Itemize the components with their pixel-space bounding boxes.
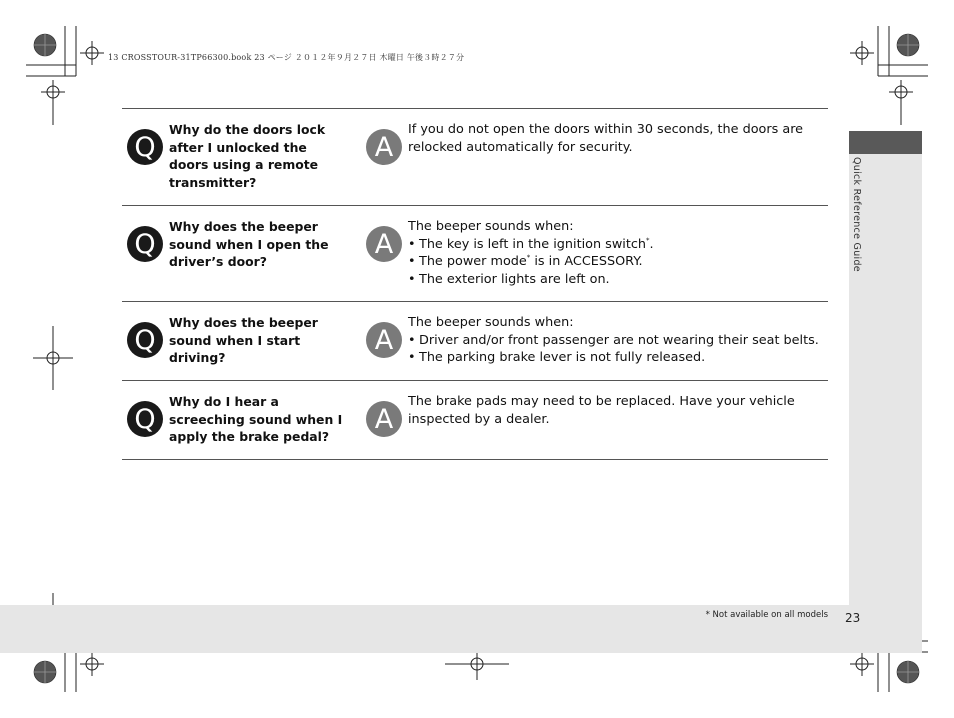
q-icon: Q <box>127 401 163 437</box>
answer-text <box>408 218 826 288</box>
question-text: Why does the beeper sound when I open the driver’s door? <box>169 219 329 269</box>
print-info-header: 13 CROSSTOUR-31TP66300.book 23 ページ ２０１２年９月２７日 木曜日 午後３時２７分 <box>108 53 465 62</box>
footnote: * Not available on all models <box>705 610 828 620</box>
answer-text <box>408 314 826 367</box>
bullet-item: • The parking brake lever is not fully released. <box>408 349 826 367</box>
answer-intro: If you do not open the doors within 30 seconds, the doors are relocked automatically for security. <box>408 122 804 155</box>
section-label: Quick Reference Guide <box>851 157 862 272</box>
qa-row <box>122 206 828 302</box>
answer-text <box>408 121 826 156</box>
bullet-item: • The power mode* is in ACCESSORY. <box>408 253 826 271</box>
qa-table <box>122 108 828 460</box>
bullet-item: • The key is left in the ignition switch*. <box>408 236 826 254</box>
bullet-item: • Driver and/or front passenger are not wearing their seat belts. <box>408 332 826 350</box>
a-icon: A <box>366 322 402 358</box>
question-text: Why do I hear a screeching sound when I apply the brake pedal? <box>169 394 343 444</box>
q-icon: Q <box>127 322 163 358</box>
section-tab <box>849 131 922 154</box>
q-icon: Q <box>127 226 163 262</box>
answer-text <box>408 393 826 428</box>
q-icon: Q <box>127 129 163 165</box>
answer-intro: The beeper sounds when: <box>408 315 574 330</box>
a-icon: A <box>366 401 402 437</box>
answer-bullets <box>408 332 826 367</box>
question-text: Why does the beeper sound when I start driving? <box>169 315 318 365</box>
qa-row <box>122 381 828 460</box>
a-icon: A <box>366 129 402 165</box>
answer-intro: The brake pads may need to be replaced. Have your vehicle inspected by a dealer. <box>408 394 795 427</box>
page-number: 23 <box>845 611 861 625</box>
a-icon: A <box>366 226 402 262</box>
question-text: Why do the doors lock after I unlocked the doors using a remote transmitter? <box>169 122 326 190</box>
answer-intro: The beeper sounds when: <box>408 219 574 234</box>
qa-row <box>122 302 828 381</box>
bullet-item: • The exterior lights are left on. <box>408 271 826 289</box>
answer-bullets <box>408 236 826 289</box>
qa-row <box>122 109 828 206</box>
